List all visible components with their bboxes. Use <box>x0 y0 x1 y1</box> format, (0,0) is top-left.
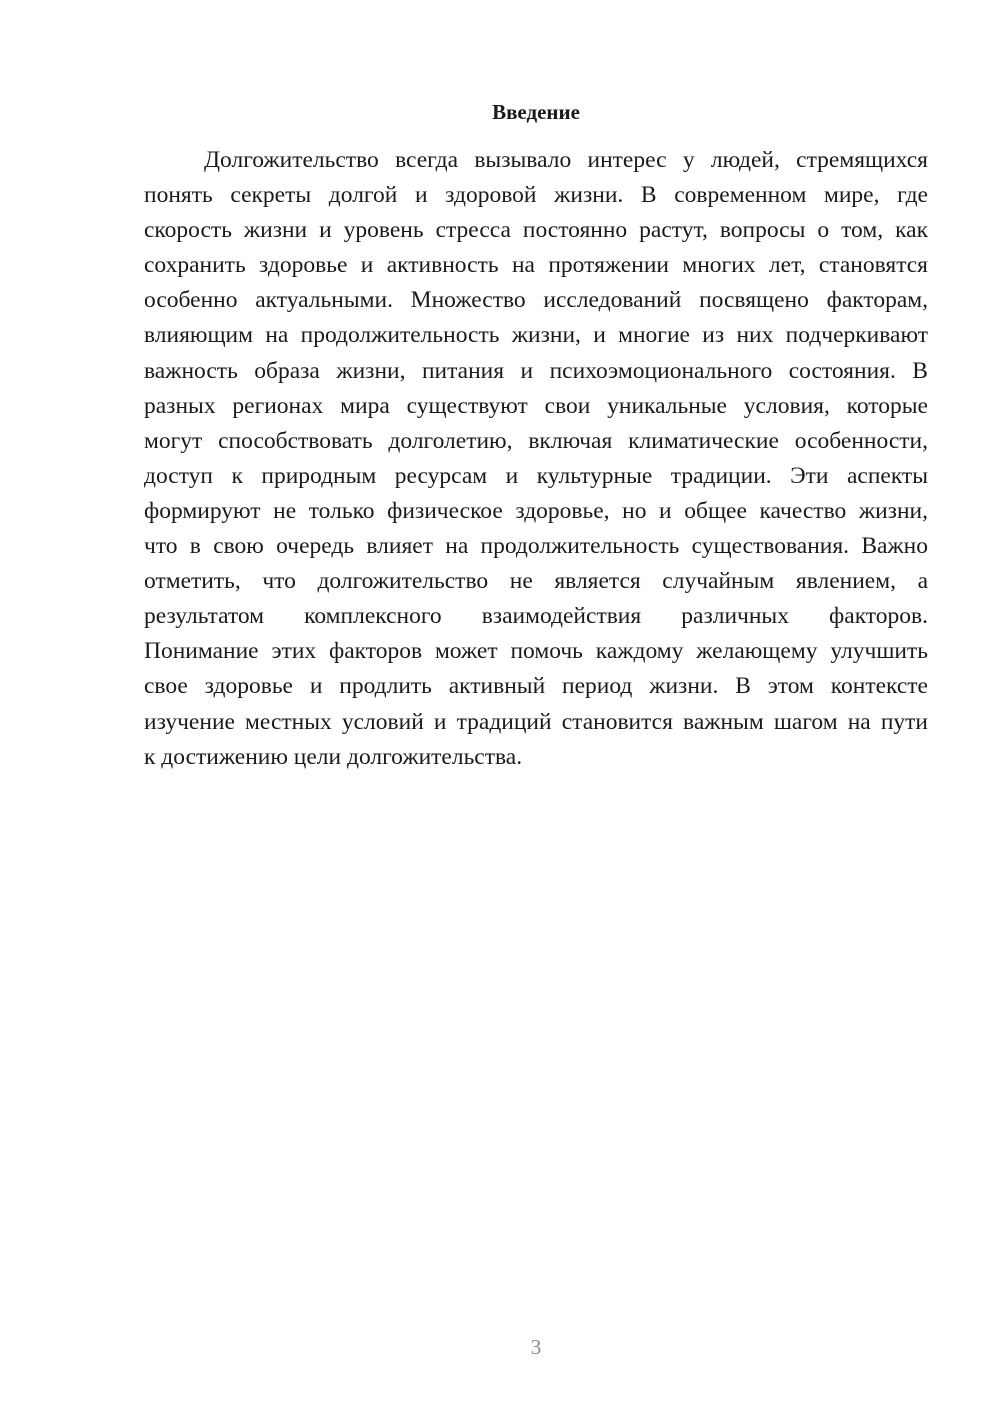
paragraph-line: к достижению цели долгожительства. <box>144 743 523 770</box>
section-title: Введение <box>492 100 580 124</box>
paragraph-line: Понимание этих факторов может помочь каждому желающему улучшить <box>144 638 928 665</box>
paragraph-line: изучение местных условий и традиций становится важным шагом на пути <box>144 708 928 735</box>
page-number: 3 <box>530 1335 542 1359</box>
paragraph-line: скорость жизни и уровень стресса постоянно растут, вопросы о том, как <box>144 217 928 244</box>
paragraph-line: важность образа жизни, питания и психоэмоционального состояния. В <box>144 357 928 384</box>
paragraph-line: разных регионах мира существуют свои уникальные условия, которые <box>144 392 928 419</box>
paragraph-line: могут способствовать долголетию, включая климатические особенности, <box>144 427 928 454</box>
body-paragraph <box>144 143 928 775</box>
paragraph-line: сохранить здоровье и активность на протяжении многих лет, становятся <box>144 252 928 279</box>
paragraph-line: что в свою очередь влияет на продолжительность существования. Важно <box>144 533 928 560</box>
paragraph-line: понять секреты долгой и здоровой жизни. В современном мире, где <box>144 182 928 209</box>
paragraph-line: доступ к природным ресурсам и культурные традиции. Эти аспекты <box>144 462 928 489</box>
paragraph-line: особенно актуальными. Множество исследований посвящено факторам, <box>144 287 928 314</box>
paragraph-line: формируют не только физическое здоровье, но и общее качество жизни, <box>144 497 928 524</box>
paragraph-line: Долгожительство всегда вызывало интерес у людей, стремящихся <box>204 147 928 173</box>
paragraph-line: результатом комплексного взаимодействия различных факторов. <box>144 603 928 630</box>
paragraph-line: свое здоровье и продлить активный период жизни. В этом контексте <box>144 673 928 700</box>
paragraph-line: отметить, что долгожительство не является случайным явлением, а <box>144 568 928 595</box>
paragraph-line: влияющим на продолжительность жизни, и многие из них подчеркивают <box>144 322 928 349</box>
